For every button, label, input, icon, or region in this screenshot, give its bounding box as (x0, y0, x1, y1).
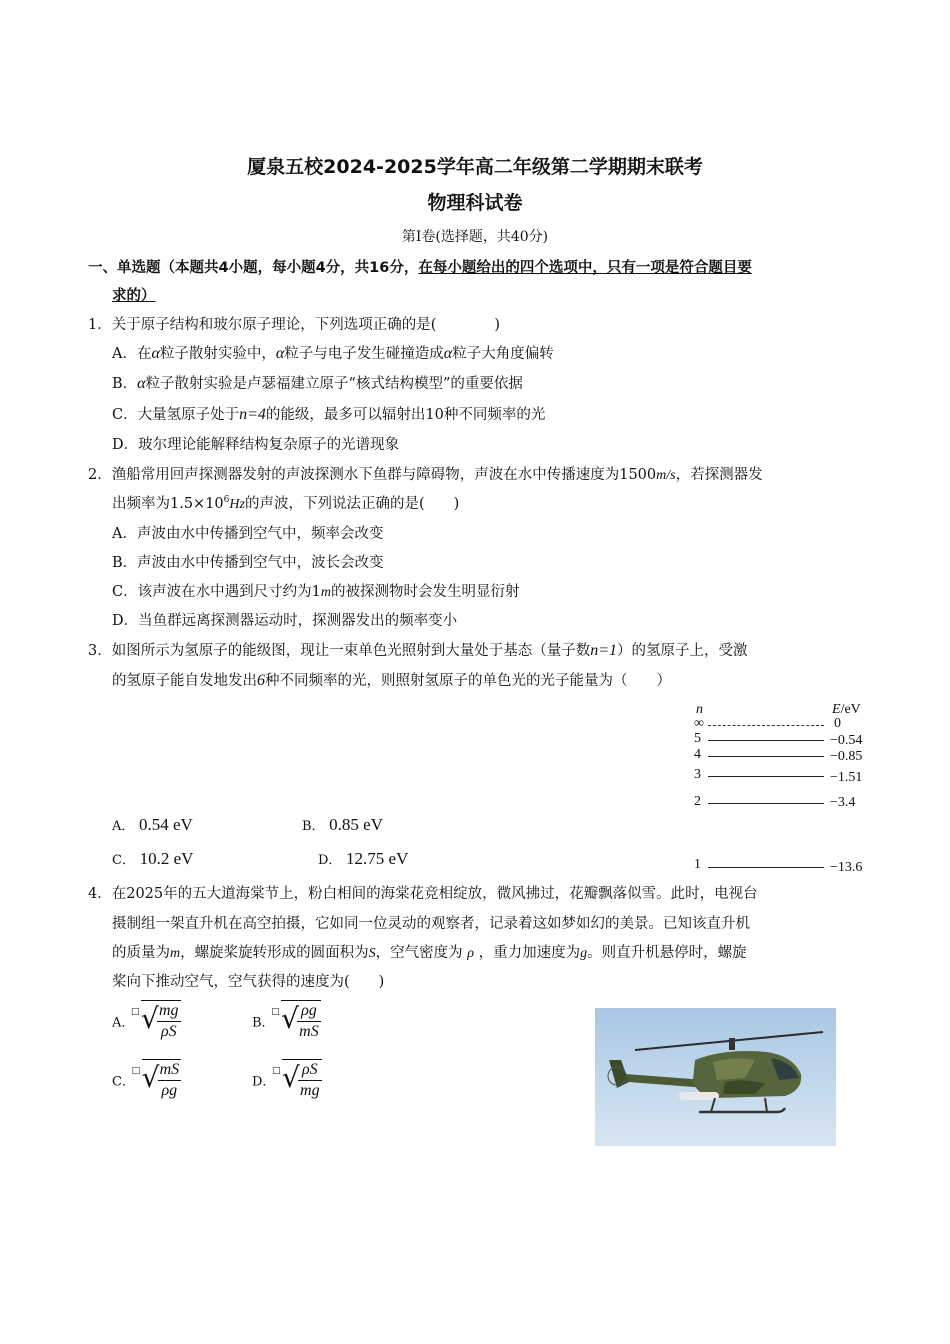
level-line-1 (708, 867, 824, 868)
q4-option-c[interactable]: C． □ √ $\frac{mS}{\rho g}$ (112, 1061, 180, 1099)
q3-stem-line1: 3．如图所示为氢原子的能级图，现让一束单色光照射到大量处于基态（量子数n=1）的氢原子上，受激 (88, 642, 748, 659)
q4-option-a[interactable]: A． □ √ $\frac{mg}{\rho S}$ (112, 1002, 179, 1040)
level-n-3: 3 (694, 767, 701, 782)
q4-stem-line1: 4．在2025年的五大道海棠节上，粉白相间的海棠花竞相绽放，微风拂过，花瓣飘落似雪。此时，电视台 (88, 886, 758, 902)
q4-stem-line4: 桨向下推动空气，空气获得的速度为( ) (112, 974, 385, 990)
q2-option-a[interactable]: A．声波由水中传播到空气中，频率会改变 (112, 526, 384, 542)
energy-axis-label: E/eV (832, 702, 861, 717)
energy-level-diagram (688, 700, 878, 880)
q2-option-d[interactable]: D．当鱼群远离探测器运动时，探测器发出的频率变小 (112, 613, 458, 629)
exam-subject: 物理科试卷 (427, 192, 523, 214)
q3-option-d[interactable]: D． 12.75 eV (318, 849, 409, 868)
level-e-4: −0.85 (830, 749, 863, 764)
q1-option-b[interactable]: B．α粒子散射实验是卢瑟福建立原子“核式结构模型”的重要依据 (112, 375, 523, 392)
q2-stem-line1: 2．渔船常用回声探测器发射的声波探测水下鱼群与障碍物，声波在水中传播速度为1500m/s，若探测器发 (88, 467, 763, 483)
radical-a: □ √ $\frac{mg}{\rho S}$ (131, 1002, 179, 1040)
exam-title: 厦泉五校2024-2025学年高二年级第二学期期末联考 (247, 156, 703, 178)
q2-stem-line2: 出频率为$1.5\times 10^6Hz$的声波，下列说法正确的是( ) (112, 495, 460, 512)
q4-stem-line2: 摄制组一架直升机在高空拍摄，它如同一位灵动的观察者，记录着这如梦如幻的美景。已知该直升机 (112, 916, 750, 932)
level-e-5: −0.54 (830, 733, 863, 748)
radical-c: □ √ $\frac{mS}{\rho g}$ (131, 1061, 180, 1099)
q4-stem-line3: 的质量为m，螺旋桨旋转形成的圆面积为S，空气密度为 ρ ，重力加速度为g。则直升机悬停时，螺旋 (112, 945, 747, 961)
level-line-3 (708, 776, 824, 777)
level-e-3: −1.51 (830, 770, 863, 785)
q3-stem-line2: 的氢原子能自发地发出6种不同频率的光，则照射氢原子的单色光的光子能量为（ ） (112, 672, 671, 689)
q4-option-b[interactable]: B． □ √ $\frac{\rho g}{mS}$ (252, 1002, 319, 1040)
part-label: 第Ⅰ卷(选择题，共40分) (401, 229, 549, 245)
level-n-5: 5 (694, 731, 701, 746)
level-line-4 (708, 756, 824, 757)
radical-b: □ √ $\frac{\rho g}{mS}$ (271, 1002, 319, 1040)
level-e-1: −13.6 (830, 860, 863, 875)
level-n-inf: ∞ (694, 716, 704, 731)
level-n-4: 4 (694, 747, 701, 762)
level-n-2: 2 (694, 794, 701, 809)
section-heading (88, 256, 752, 277)
level-line-5 (708, 740, 824, 741)
q3-option-b[interactable]: B． 0.85 eV (302, 815, 383, 834)
q2-option-b[interactable]: B．声波由水中传播到空气中，波长会改变 (112, 555, 384, 571)
q3-option-c[interactable]: C． 10.2 eV (112, 849, 194, 868)
section-heading-text: 一、单选题（本题共4小题，每小题4分，共16分， (88, 260, 419, 276)
helicopter-icon (595, 1008, 836, 1146)
q1-option-d[interactable]: D．玻尔理论能解释结构复杂原子的光谱现象 (112, 437, 400, 453)
section-heading-line2: 求的） (112, 288, 156, 304)
q3-option-a[interactable]: A． 0.54 eV (112, 815, 193, 834)
radical-d: □ √ $\frac{\rho S}{mg}$ (272, 1061, 320, 1099)
level-line-2 (708, 803, 824, 804)
helicopter-photo (595, 1008, 836, 1146)
level-e-inf: 0 (834, 716, 841, 731)
q1-option-a[interactable]: A．在α粒子散射实验中，α粒子与电子发生碰撞造成α粒子大角度偏转 (112, 345, 554, 362)
n-axis-label: n (696, 702, 703, 717)
section-heading-underlined: 在每小题给出的四个选项中，只有一项是符合题目要 (418, 260, 752, 276)
level-line-inf (708, 725, 824, 726)
q1-option-c[interactable]: C．大量氢原子处于n=4的能级，最多可以辐射出10种不同频率的光 (112, 406, 546, 423)
q1-stem: 1．关于原子结构和玻尔原子理论，下列选项正确的是( ) (88, 317, 501, 333)
q4-option-d[interactable]: D． □ √ $\frac{\rho S}{mg}$ (252, 1061, 320, 1099)
level-n-1: 1 (694, 857, 701, 872)
level-e-2: −3.4 (830, 795, 856, 810)
q2-option-c[interactable]: C．该声波在水中遇到尺寸约为1m的被探测物时会发生明显衍射 (112, 584, 520, 600)
